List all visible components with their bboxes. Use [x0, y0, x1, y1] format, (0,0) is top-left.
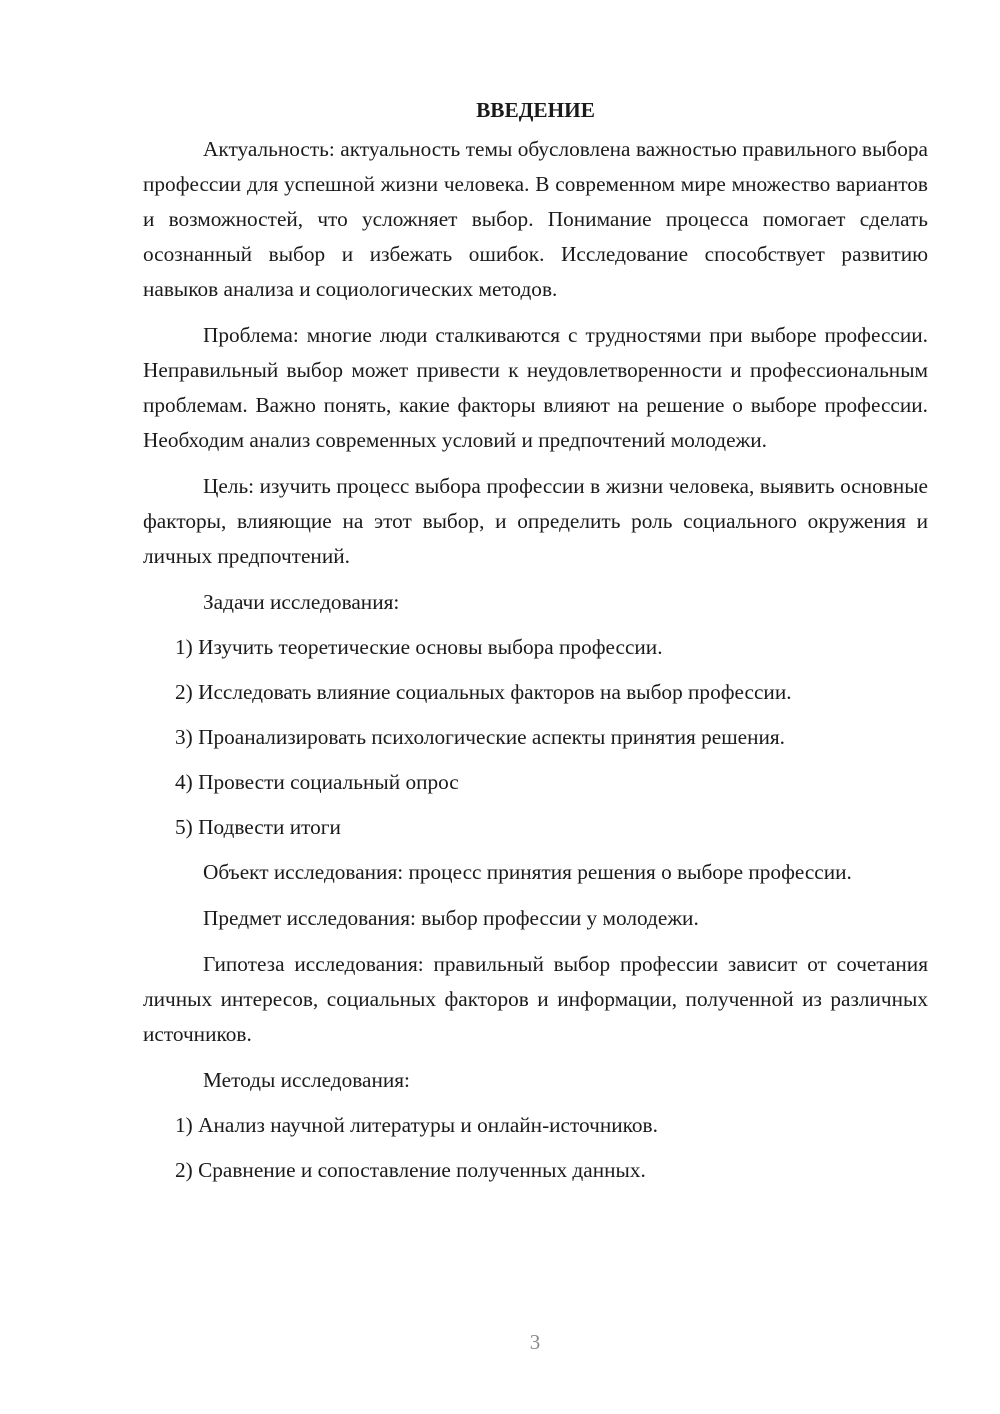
- object-paragraph: Объект исследования: процесс принятия решения о выборе профессии.: [203, 860, 852, 884]
- methods-label: Методы исследования:: [203, 1068, 410, 1092]
- goal-paragraph: Цель: изучить процесс выбора профессии в жизни человека, выявить основные факторы, влияющие на этот выбор, и определить роль социального окружения и личных предпочтений.: [143, 474, 928, 568]
- tasks-list: [143, 630, 928, 845]
- document-page: [143, 90, 928, 1198]
- list-item: 5) Подвести итоги: [175, 815, 341, 839]
- page-number: 3: [529, 1330, 541, 1354]
- hypothesis-paragraph: Гипотеза исследования: правильный выбор профессии зависит от сочетания личных интересов, социальных факторов и информации, полученной из различных источников.: [143, 952, 928, 1046]
- section-heading: ВВЕДЕНИЕ: [476, 98, 595, 122]
- list-item: 1) Анализ научной литературы и онлайн-источников.: [175, 1113, 658, 1137]
- list-item: 2) Исследовать влияние социальных факторов на выбор профессии.: [175, 680, 792, 704]
- list-item: 4) Провести социальный опрос: [175, 770, 459, 794]
- list-item: 3) Проанализировать психологические аспекты принятия решения.: [175, 725, 785, 749]
- problem-paragraph: Проблема: многие люди сталкиваются с трудностями при выборе профессии. Неправильный выбор может привести к неудовлетворенности и профессиональным проблемам. Важно понять, какие факторы влияют на решение о выборе профессии. Необходим анализ современных условий и предпочтений молодежи.: [143, 323, 928, 452]
- methods-list: [143, 1108, 928, 1188]
- list-item: 2) Сравнение и сопоставление полученных данных.: [175, 1158, 646, 1182]
- tasks-label: Задачи исследования:: [203, 590, 400, 614]
- relevance-paragraph: Актуальность: актуальность темы обусловлена важностью правильного выбора профессии для успешной жизни человека. В современном мире множество вариантов и возможностей, что усложняет выбор. Понимание процесса помогает сделать осознанный выбор и избежать ошибок. Исследование способствует развитию навыков анализа и социологических методов.: [143, 137, 928, 301]
- list-item: 1) Изучить теоретические основы выбора профессии.: [175, 635, 663, 659]
- subject-paragraph: Предмет исследования: выбор профессии у молодежи.: [203, 906, 699, 930]
